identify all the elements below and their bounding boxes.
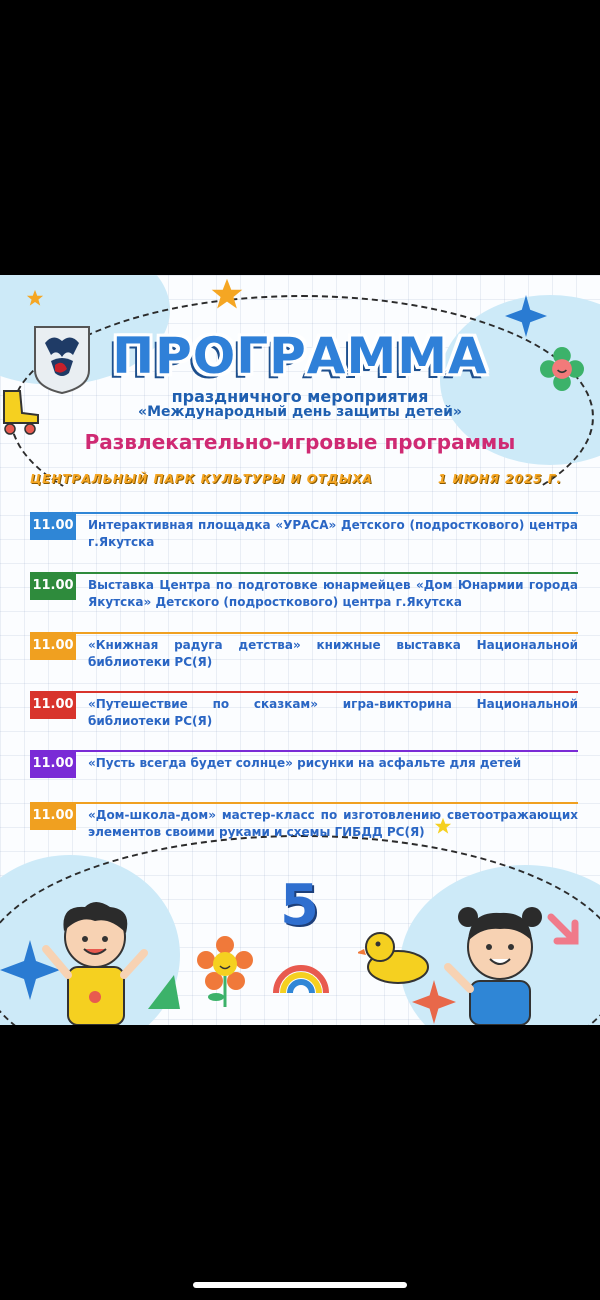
event-description: «Дом-школа-дом» мастер-класс по изготовлению светоотражающих элементов своими руками и схемы ГИБДД РС(Я) <box>88 808 578 839</box>
event-time: 11.00 <box>30 750 76 778</box>
girl-character-icon <box>440 903 560 1025</box>
home-indicator[interactable] <box>193 1282 407 1288</box>
date-label: 1 ИЮНЯ 2025 Г. <box>438 472 562 486</box>
event-time: 11.00 <box>30 572 76 600</box>
event-divider <box>76 632 578 634</box>
duck-icon <box>358 929 432 985</box>
triangle-icon <box>148 975 180 1009</box>
poster-subtitle: праздничного мероприятия <box>171 387 429 406</box>
event-description: «Путешествие по сказкам» игра-викторина Национальной библиотеки РС(Я) <box>88 697 578 728</box>
event-time: 11.00 <box>30 512 76 540</box>
boy-character-icon <box>40 897 150 1025</box>
number-five-icon: 5 <box>280 873 319 938</box>
arrow-icon <box>545 911 585 951</box>
event-item <box>30 691 578 731</box>
event-divider <box>76 750 578 752</box>
event-item <box>30 750 578 780</box>
event-divider <box>76 512 578 514</box>
city-emblem-icon <box>33 325 91 395</box>
event-poster <box>0 275 600 1025</box>
rainbow-icon <box>272 953 330 993</box>
star-icon <box>505 295 547 337</box>
event-item <box>30 802 578 842</box>
star-icon <box>26 289 44 307</box>
event-time: 11.00 <box>30 691 76 719</box>
event-divider <box>76 691 578 693</box>
event-item <box>30 572 578 612</box>
event-time: 11.00 <box>30 802 76 830</box>
venue-label: ЦЕНТРАЛЬНЫЙ ПАРК КУЛЬТУРЫ И ОТДЫХА <box>30 472 373 486</box>
poster-event-name: «Международный день защиты детей» <box>138 404 462 420</box>
section-title: Развлекательно-игровые программы <box>84 430 516 454</box>
poster-title: ПРОГРАММА <box>112 327 488 385</box>
event-description: «Пусть всегда будет солнце» рисунки на асфальте для детей <box>88 756 522 770</box>
event-item <box>30 632 578 672</box>
event-item <box>30 512 578 552</box>
event-divider <box>76 802 578 804</box>
event-description: Интерактивная площадка «УРАСА» Детского (подросткового) центра г.Якутска <box>88 518 578 549</box>
star-icon <box>210 277 244 311</box>
event-description: Выставка Центра по подготовке юнармейцев «Дом Юнармии города Якутска» Детского (подросткового) центра г.Якутска <box>88 578 578 609</box>
event-divider <box>76 572 578 574</box>
event-time: 11.00 <box>30 632 76 660</box>
event-description: «Книжная радуга детства» книжные выставка Национальной библиотеки РС(Я) <box>88 638 578 669</box>
flower-icon <box>196 935 254 1007</box>
flower-icon <box>540 347 584 391</box>
